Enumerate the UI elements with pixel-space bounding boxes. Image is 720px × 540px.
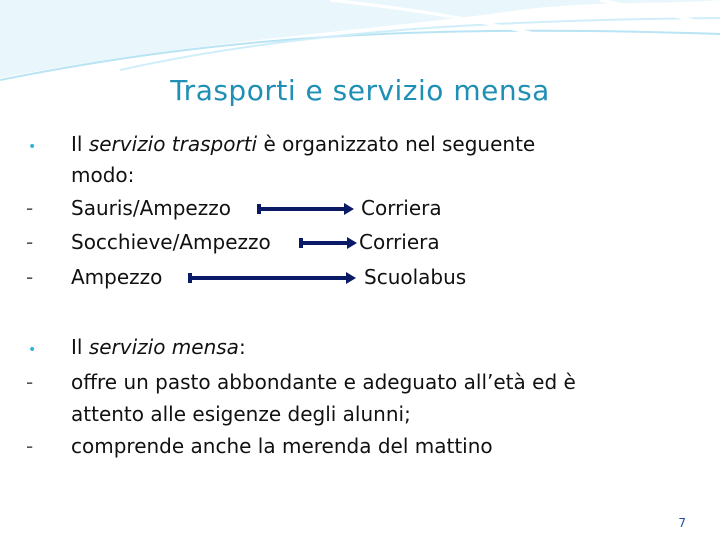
canteen-intro-suffix: : <box>238 335 246 359</box>
route-to: Corriera <box>361 196 442 220</box>
transport-intro-cont: modo: <box>71 163 135 187</box>
route-from: Socchieve/Ampezzo <box>71 230 271 254</box>
slide-title: Trasporti e servizio mensa <box>170 74 550 107</box>
route-arrow <box>301 241 348 245</box>
bullet-dash: - <box>26 230 34 254</box>
transport-intro-prefix: Il <box>71 132 89 156</box>
canteen-intro-prefix: Il <box>71 335 89 359</box>
transport-intro-emphasis: servizio trasporti <box>88 132 258 156</box>
page-number: 7 <box>678 516 686 530</box>
route-from: Ampezzo <box>71 265 163 289</box>
bullet-dash: - <box>26 196 34 220</box>
transport-intro-suffix: è organizzato nel seguente <box>257 132 536 156</box>
transport-intro <box>71 134 535 154</box>
canteen-intro-emphasis: servizio mensa <box>88 335 239 359</box>
bullet-dot: • <box>28 139 37 155</box>
canteen-intro <box>71 337 246 357</box>
route-to: Scuolabus <box>364 265 467 289</box>
bullet-dash: - <box>26 265 34 289</box>
canteen-item: comprende anche la merenda del mattino <box>71 434 493 458</box>
route-arrow <box>190 276 347 280</box>
route-arrow <box>259 207 345 211</box>
route-from: Sauris/Ampezzo <box>71 196 231 220</box>
canteen-item-cont: attento alle esigenze degli alunni; <box>71 402 411 426</box>
bullet-dot: • <box>28 342 37 358</box>
bullet-dash: - <box>26 434 34 458</box>
bullet-dash: - <box>26 370 34 394</box>
route-to: Corriera <box>359 230 440 254</box>
canteen-item: offre un pasto abbondante e adeguato all’età ed è <box>71 370 576 394</box>
